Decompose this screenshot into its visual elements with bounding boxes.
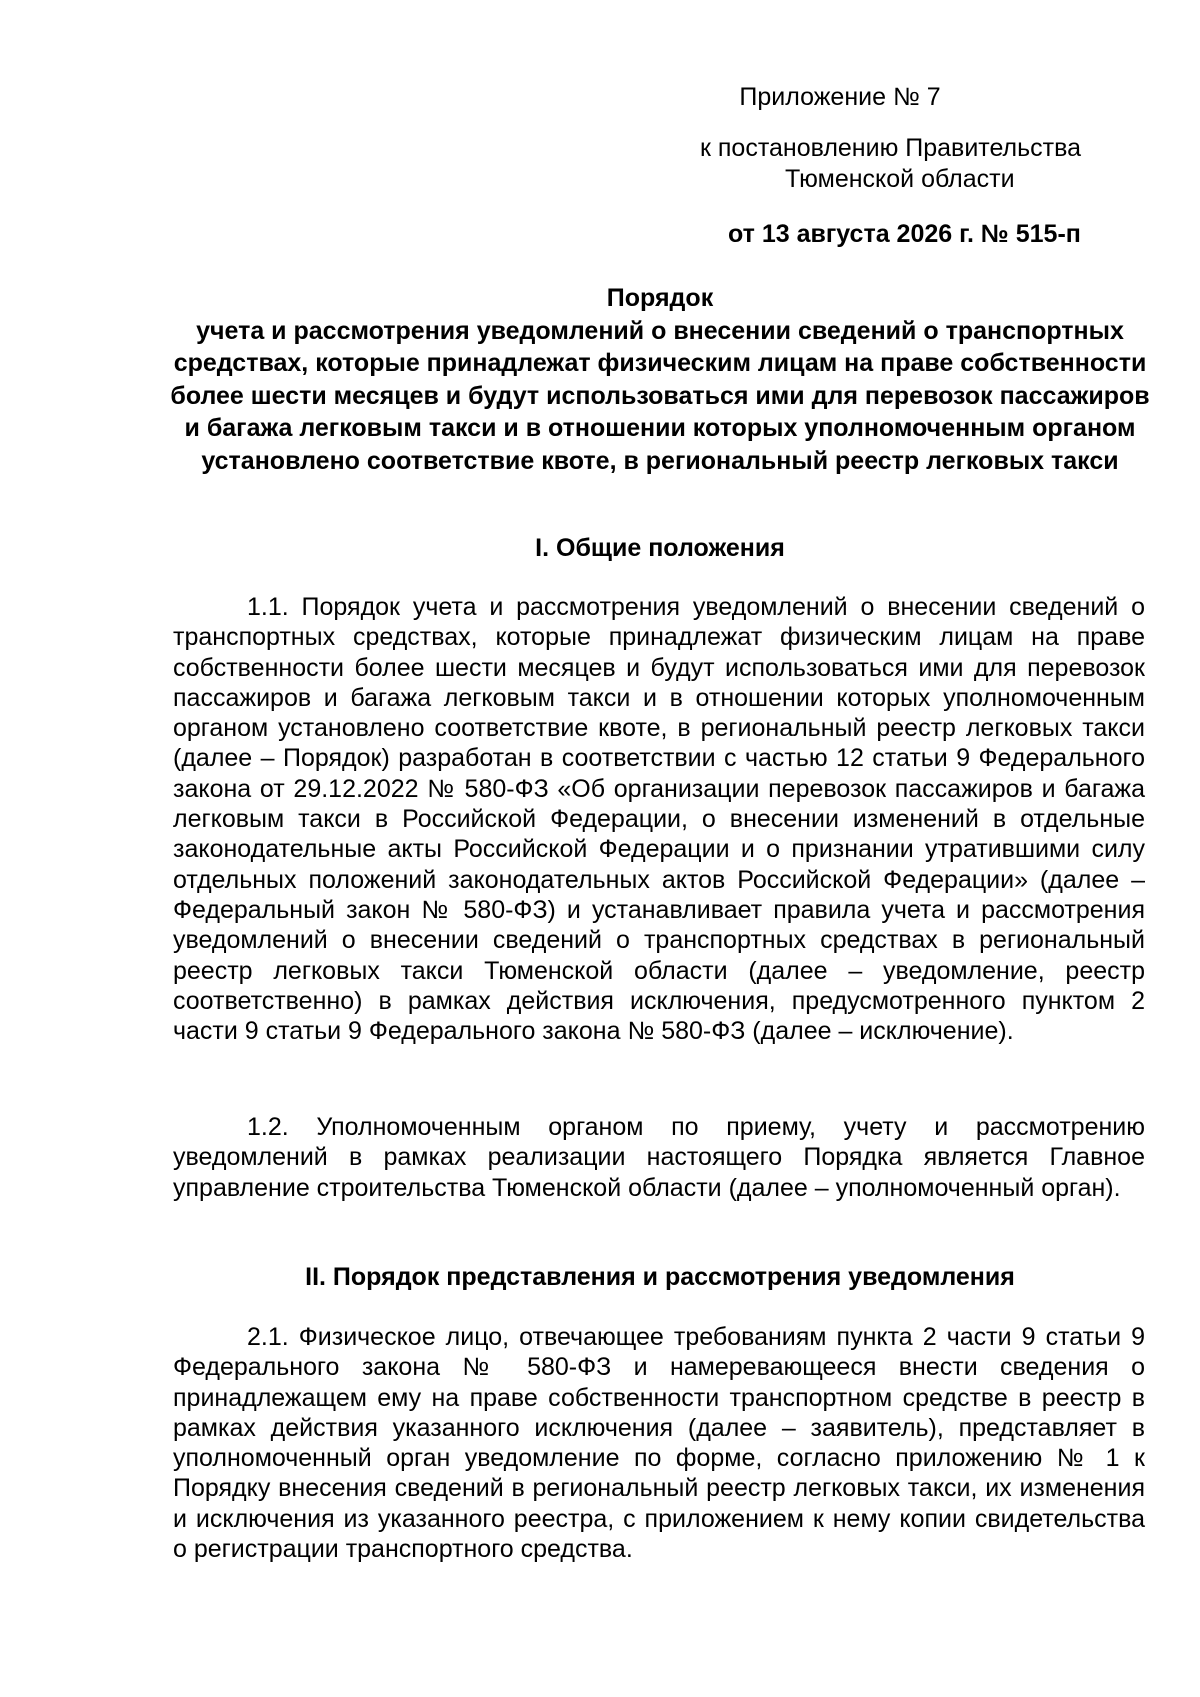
appendix-header <box>700 82 1120 250</box>
appendix-resolution: к постановлению Правительства <box>700 134 1082 162</box>
document-subtitle: учета и рассмотрения уведомлений о внесении сведений о транспортных средствах, которые принадлежат физическим лицам на праве собственности более шести месяцев и будут использоваться ими для перевозок пассажиров и багажа легковым такси и в отношении которых уполномоченным органом установлено соответствие квоте, в региональный реестр легковых такси <box>170 316 1150 475</box>
section-heading-general: I. Общие положения <box>535 534 785 562</box>
appendix-number: Приложение № 7 <box>739 83 941 111</box>
section-heading-procedure: II. Порядок представления и рассмотрения уведомления <box>305 1263 1015 1291</box>
document-heading: Порядок <box>606 284 714 312</box>
document-title <box>170 282 1150 477</box>
appendix-date-number: от 13 августа 2026 г. № 515-п <box>728 220 1081 248</box>
paragraph-1-1: 1.1. Порядок учета и рассмотрения уведомлений о внесении сведений о транспортных средствах, которые принадлежат физическим лицам на праве собственности более шести месяцев и будут использоваться ими для перевозок пассажиров и багажа легковым такси и в отношении которых уполномоченным органом установлено соответствие квоте, в региональный реестр легковых такси (далее – Порядок) разработан в соответствии с частью 12 статьи 9 Федерального закона от 29.12.2022 № 580-ФЗ «Об организации перевозок пассажиров и багажа легковым такси в Российской Федерации, о внесении изменений в отдельные законодательные акты Российской Федерации и о признании утратившими силу отдельных положений законодательных актов Российской Федерации» (далее – Федеральный закон № 580-ФЗ) и устанавливает правила учета и рассмотрения уведомлений о внесении сведений о транспортных средствах в региональный реестр легковых такси Тюменской области (далее – уведомление, реестр соответственно) в рамках действия исключения, предусмотренного пунктом 2 части 9 статьи 9 Федерального закона № 580-ФЗ (далее – исключение). <box>173 593 1145 1046</box>
appendix-region: Тюменской области <box>785 165 1015 193</box>
paragraph-1-2: 1.2. Уполномоченным органом по приему, учету и рассмотрению уведомлений в рамках реализации настоящего Порядка является Главное управление строительства Тюменской области (далее – уполномоченный орган). <box>173 1113 1145 1202</box>
paragraph-2-1: 2.1. Физическое лицо, отвечающее требованиям пункта 2 части 9 статьи 9 Федерального закона № 580-ФЗ и намеревающееся внести сведения о принадлежащем ему на праве собственности транспортном средстве в реестр в рамках действия указанного исключения (далее – заявитель), представляет в уполномоченный орган уведомление по форме, согласно приложению № 1 к Порядку внесения сведений в региональный реестр легковых такси, их изменения и исключения из указанного реестра, с приложением к нему копии свидетельства о регистрации транспортного средства. <box>173 1323 1145 1564</box>
